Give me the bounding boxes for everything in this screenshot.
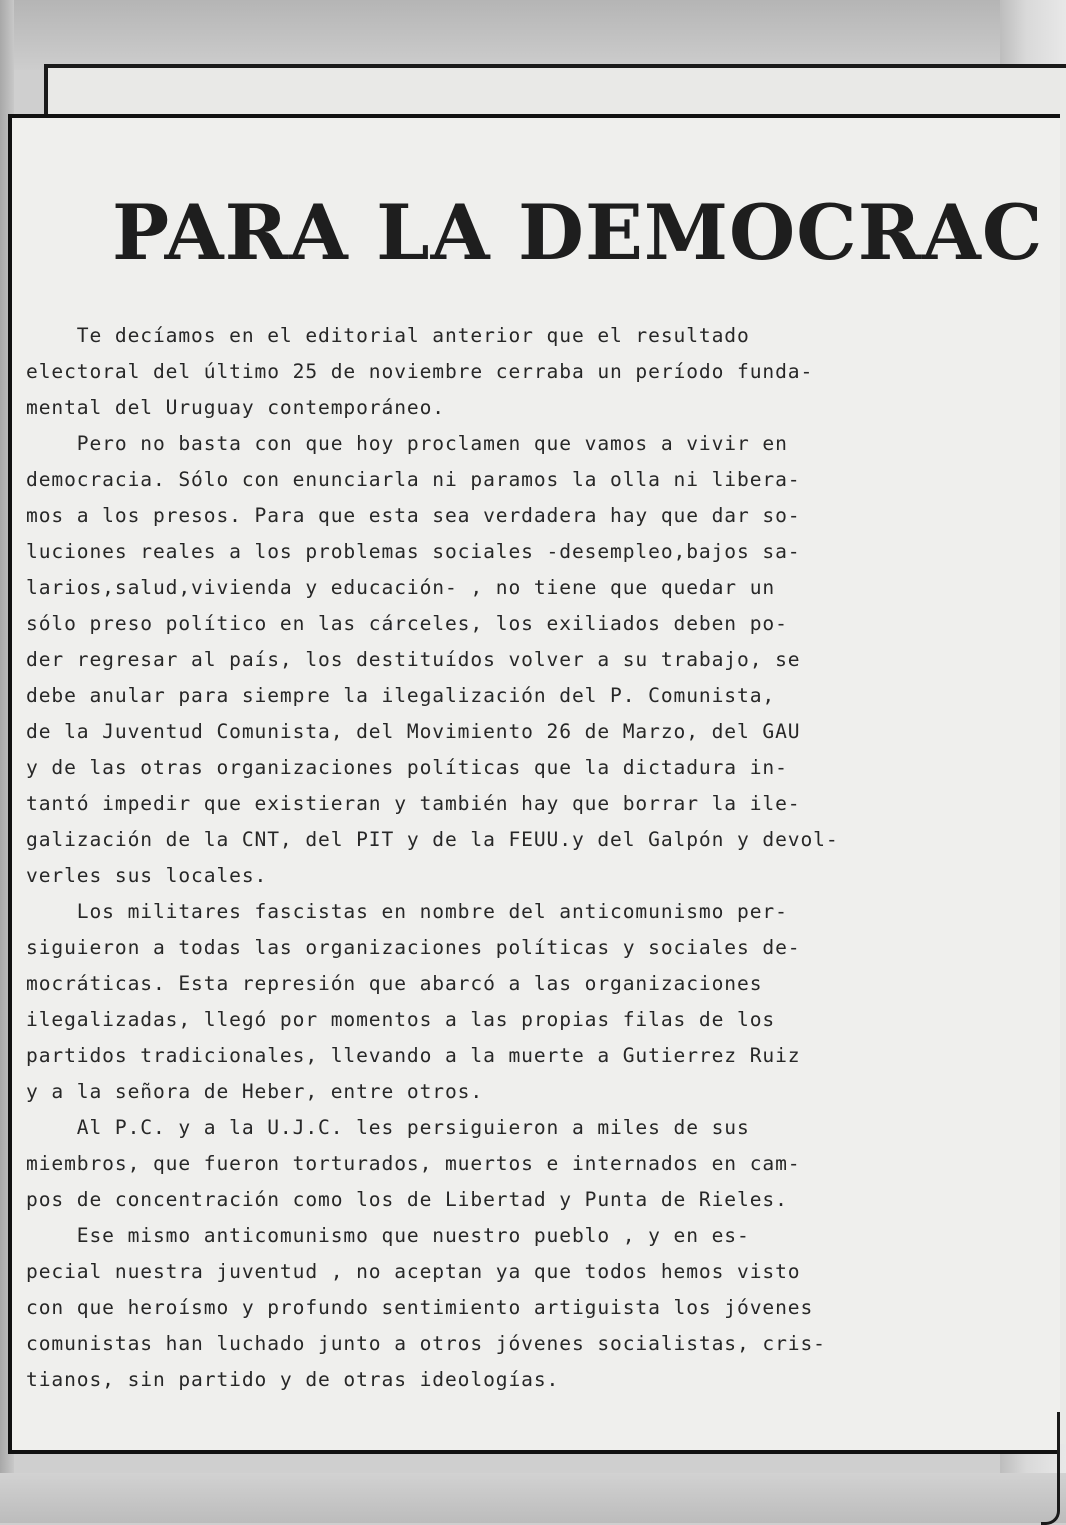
text-line: mocráticas. Esta represión que abarcó a las organizaciones <box>26 972 763 995</box>
text-line: democracia. Sólo con enunciarla ni paramos la olla ni libera- <box>26 468 801 491</box>
text-line: luciones reales a los problemas sociales -desempleo,bajos sa- <box>26 540 801 563</box>
headline: PARA LA DEMOCRAC <box>112 188 1044 277</box>
text-line: y a la señora de Heber, entre otros. <box>26 1080 484 1103</box>
corner-frame-mark <box>1041 1412 1060 1525</box>
text-line: pos de concentración como los de Libertad y Punta de Rieles. <box>26 1188 788 1211</box>
text-line: sólo preso político en las cárceles, los exiliados deben po- <box>26 612 788 635</box>
article-panel <box>8 114 1060 1454</box>
text-line: comunistas han luchado junto a otros jóvenes socialistas, cris- <box>26 1332 826 1355</box>
paragraph <box>26 1218 1036 1398</box>
text-line: der regresar al país, los destituídos volver a su trabajo, se <box>26 648 801 671</box>
text-line: tantó impedir que existieran y también hay que borrar la ile- <box>26 792 801 815</box>
text-line: ilegalizadas, llegó por momentos a las propias filas de los <box>26 1008 776 1031</box>
text-line: verles sus locales. <box>26 864 268 887</box>
text-line: electoral del último 25 de noviembre cerraba un período funda- <box>26 360 814 383</box>
text-line: mos a los presos. Para que esta sea verdadera hay que dar so- <box>26 504 801 527</box>
article-body <box>26 318 1036 1398</box>
paragraph <box>26 894 1036 1110</box>
text-line: Al P.C. y a la U.J.C. les persiguieron a miles de sus <box>26 1116 750 1139</box>
text-line: Pero no basta con que hoy proclamen que vamos a vivir en <box>26 432 788 455</box>
text-line: miembros, que fueron torturados, muertos e internados en cam- <box>26 1152 801 1175</box>
paragraph <box>26 318 1036 426</box>
text-line: pecial nuestra juventud , no aceptan ya que todos hemos visto <box>26 1260 801 1283</box>
text-line: Los militares fascistas en nombre del anticomunismo per- <box>26 900 788 923</box>
text-line: larios,salud,vivienda y educación- , no tiene que quedar un <box>26 576 776 599</box>
text-line: Te decíamos en el editorial anterior que el resultado <box>26 324 750 347</box>
text-line: mental del Uruguay contemporáneo. <box>26 396 445 419</box>
text-line: Ese mismo anticomunismo que nuestro pueblo , y en es- <box>26 1224 750 1247</box>
text-line: tianos, sin partido y de otras ideologías. <box>26 1368 560 1391</box>
paragraph <box>26 426 1036 894</box>
text-line: y de las otras organizaciones políticas que la dictadura in- <box>26 756 788 779</box>
photo-background-bottom <box>0 1473 1066 1523</box>
paragraph <box>26 1110 1036 1218</box>
text-line: siguieron a todas las organizaciones políticas y sociales de- <box>26 936 801 959</box>
text-line: con que heroísmo y profundo sentimiento artiguista los jóvenes <box>26 1296 814 1319</box>
text-line: de la Juventud Comunista, del Movimiento 26 de Marzo, del GAU <box>26 720 801 743</box>
photo-background-top <box>0 0 1066 70</box>
text-line: debe anular para siempre la ilegalización del P. Comunista, <box>26 684 776 707</box>
text-line: partidos tradicionales, llevando a la muerte a Gutierrez Ruiz <box>26 1044 801 1067</box>
text-line: galización de la CNT, del PIT y de la FEUU.y del Galpón y devol- <box>26 828 839 851</box>
